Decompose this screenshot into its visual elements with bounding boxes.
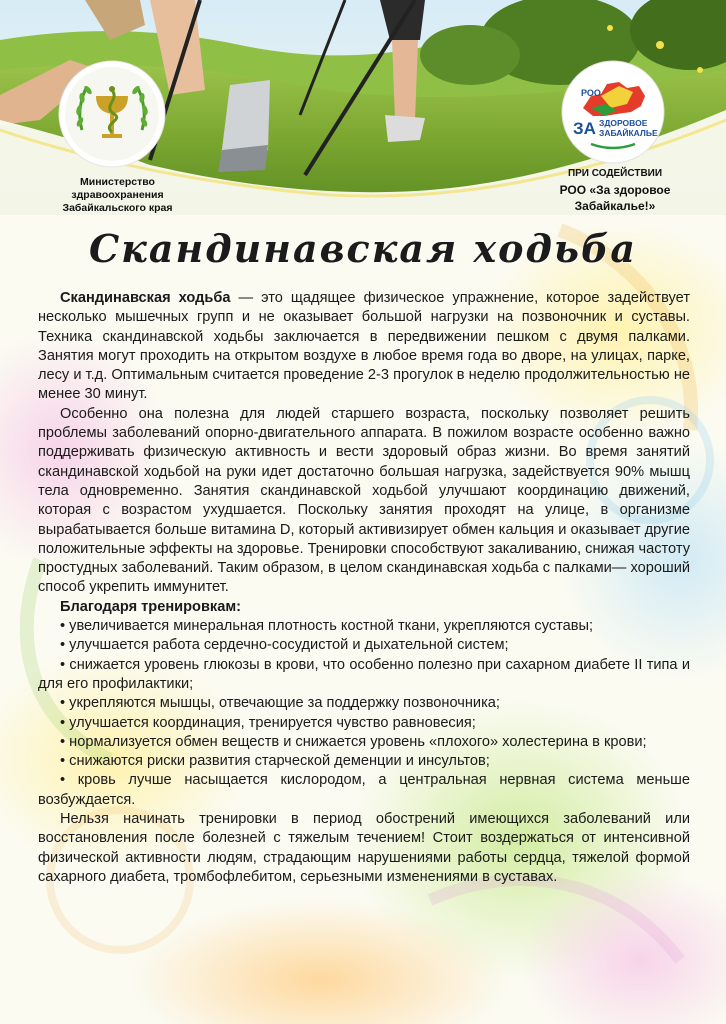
ministry-emblem-icon — [58, 60, 166, 168]
benefit-item: • нормализуется обмен веществ и снижается уровень «плохого» холестерина в крови; — [60, 733, 647, 750]
logo-za-text: ЗА — [573, 119, 596, 138]
benefit-item: • кровь лучше насыщается кислородом, а центральная нервная система меньше возбуждается. — [38, 772, 690, 808]
benefits-heading: Благодаря тренировкам: — [60, 598, 241, 615]
benefit-item: • укрепляются мышцы, отвечающие за поддержку позвоночника; — [60, 695, 500, 712]
partner-caption-line: Забайкалье!» — [574, 199, 656, 213]
logo-line1-text: ЗДОРОВОЕ — [599, 118, 648, 128]
paragraph: Особенно она полезна для людей старшего возраста, поскольку позволяет решить проблемы заболеваний опорно-двигательного аппарата. В пожилом возрасте особенно важно поддерживать физическую активность и вести здоровый образ жизни. Во время занятий скандинавской ходьбой на руки идет достаточно большая нагрузка, задействуется 90% мышц тела одновременно. Занятия скандинавской ходьбой улучшают координацию движений, которая с возрастом ухудшается. Поскольку занятия проходят на улице, в организме вырабатывается больше витамина D, который активизирует обмен кальция и оказывает другие положительные эффекты на здоровье. Тренировки способствуют закаливанию, снижая частоту простудных заболеваний. Таким образом, в целом скандинавская ходьба с палками— хороший способ укрепить иммунитет. — [38, 405, 691, 596]
warning-paragraph: Нельзя начинать тренировки в период обострений имеющихся заболеваний или восстановления после болезней с тяжелым течением! Стоит воздержаться от интенсивной физической активности людям, страдающим нарушениями работы сердца, тяжелой формой сахарного диабета, тромбофлебитом, серьезными изменениями в суставах. — [38, 811, 690, 885]
benefit-item: • улучшается координация, тренируется чувство равновесия; — [60, 714, 476, 731]
benefit-item: • улучшается работа сердечно-сосудистой и дыхательной систем; — [60, 637, 509, 654]
ministry-caption-line: здравоохранения — [71, 189, 164, 201]
intro-text: — это щадящее физическое упражнение, которое задействует несколько мышечных групп и не оказывает большой нагрузки на позвоночник и суставы. Техника скандинавской ходьбы заключается в передвижении пешком с двумя палками. Занятия могут проходить на открытом воздухе в любое время года во дворе, на улицах, парке, лесу и т.д. Оптимальным считается проведение 2-3 прогулок в неделю продолжительностью не менее 30 минут. — [38, 290, 690, 403]
partner-caption-line: ПРИ СОДЕЙСТВИИ — [567, 168, 663, 179]
partner-caption — [520, 166, 710, 214]
benefit-item: • снижаются риски развития старческой деменции и инсультов; — [60, 753, 490, 770]
partner-caption-line: РОО «За здоровое — [559, 183, 671, 197]
logo-roo-text: РОО — [581, 88, 601, 98]
benefit-item: • снижается уровень глюкозы в крови, что особенно полезно при сахарном диабете II типа и для его профилактики; — [38, 656, 690, 692]
benefit-item: • увеличивается минеральная плотность костной ткани, укрепляются суставы; — [60, 618, 594, 635]
page-title: Скандинавская ходьба — [88, 226, 638, 271]
ministry-caption-line: Забайкальского края — [62, 202, 173, 214]
logo-line2-text: ЗАБАЙКАЛЬЕ — [599, 128, 658, 138]
partner-logo-icon — [561, 60, 665, 164]
intro-paragraph — [38, 289, 690, 405]
ministry-caption-line: Министерство — [80, 176, 155, 188]
article-body — [38, 289, 690, 887]
intro-lead: Скандинавская ходьба — [60, 290, 231, 306]
ministry-caption — [30, 176, 205, 215]
